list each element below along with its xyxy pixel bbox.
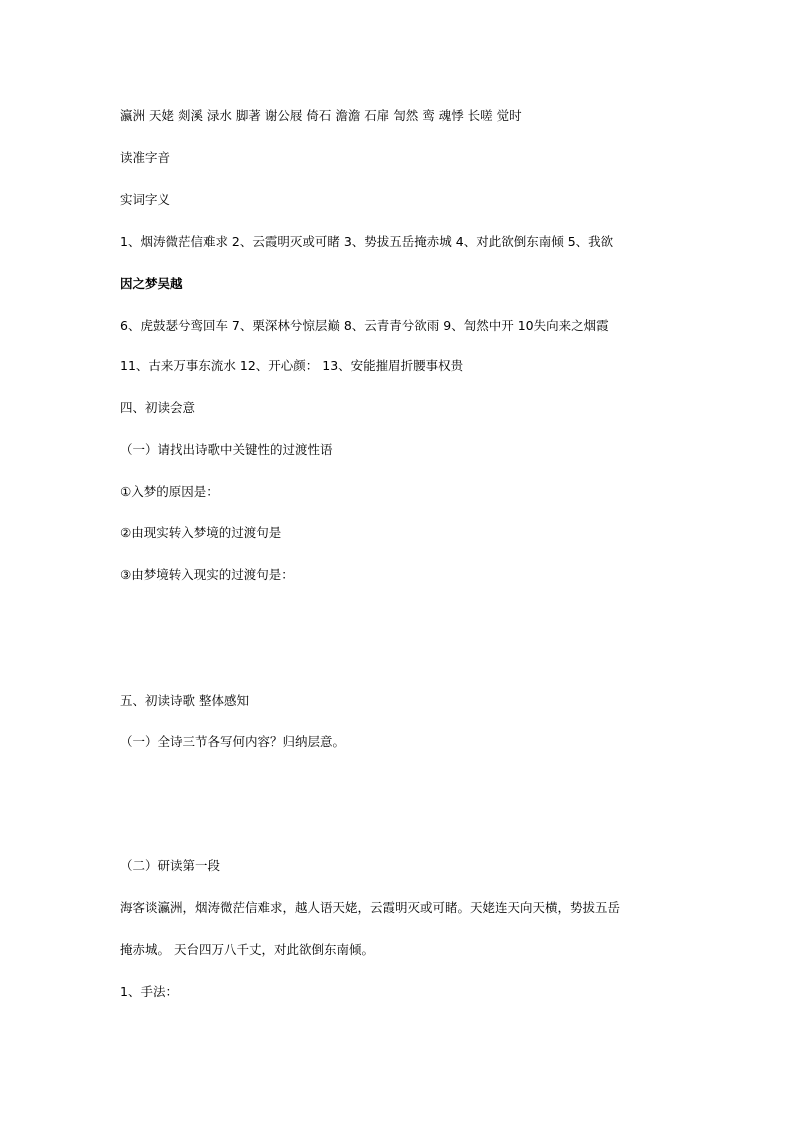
word-meaning-items-line-4: 11、古来万事东流水 12、开心颜： 13、安能摧眉折腰事权贵 [120, 358, 464, 373]
subsection-heading-first-paragraph: （二）研读第一段 [120, 858, 221, 873]
question-dream-to-reality: ③由梦境转入现实的过渡句是： [120, 567, 294, 582]
poem-text-line-2: 掩赤城。 天台四万八千丈，对此欲倒东南倾。 [120, 942, 374, 957]
section-heading-first-reading: 四、初读会意 [120, 400, 196, 415]
question-reality-to-dream: ②由现实转入梦境的过渡句是 [120, 525, 282, 540]
word-meaning-items-line-3: 6、虎鼓瑟兮鸾回车 7、栗深林兮惊层巅 8、云青青兮欲雨 9、訇然中开 10失向来之烟霞 [120, 318, 609, 333]
question-dream-reason: ①入梦的原因是： [120, 484, 219, 499]
pronunciation-words-line: 瀛洲 天姥 剡溪 渌水 脚著 谢公屐 倚石 澹澹 石扉 訇然 鸾 魂悸 长嗟 觉时 [120, 108, 522, 123]
poem-text-line-1: 海客谈瀛洲，烟涛微茫信难求，越人语天姥，云霞明灭或可睹。天姥连天向天横，势拔五岳 [120, 900, 621, 915]
question-transition-sentences: （一）请找出诗歌中关键性的过渡性语 [120, 442, 333, 457]
question-three-sections: （一）全诗三节各写何内容？归纳层意。 [120, 734, 346, 749]
word-meaning-items-line-2: 因之梦吴越 [120, 276, 183, 291]
section-heading-overall-perception: 五、初读诗歌 整体感知 [120, 693, 249, 708]
word-meaning-items-line-1: 1、烟涛微茫信难求 2、云霞明灭或可睹 3、势拔五岳掩赤城 4、对此欲倒东南倾 5、我欲 [120, 234, 614, 249]
question-technique: 1、手法： [120, 984, 178, 999]
section-heading-word-meaning: 实词字义 [120, 192, 171, 207]
section-heading-pronunciation: 读准字音 [120, 150, 171, 165]
